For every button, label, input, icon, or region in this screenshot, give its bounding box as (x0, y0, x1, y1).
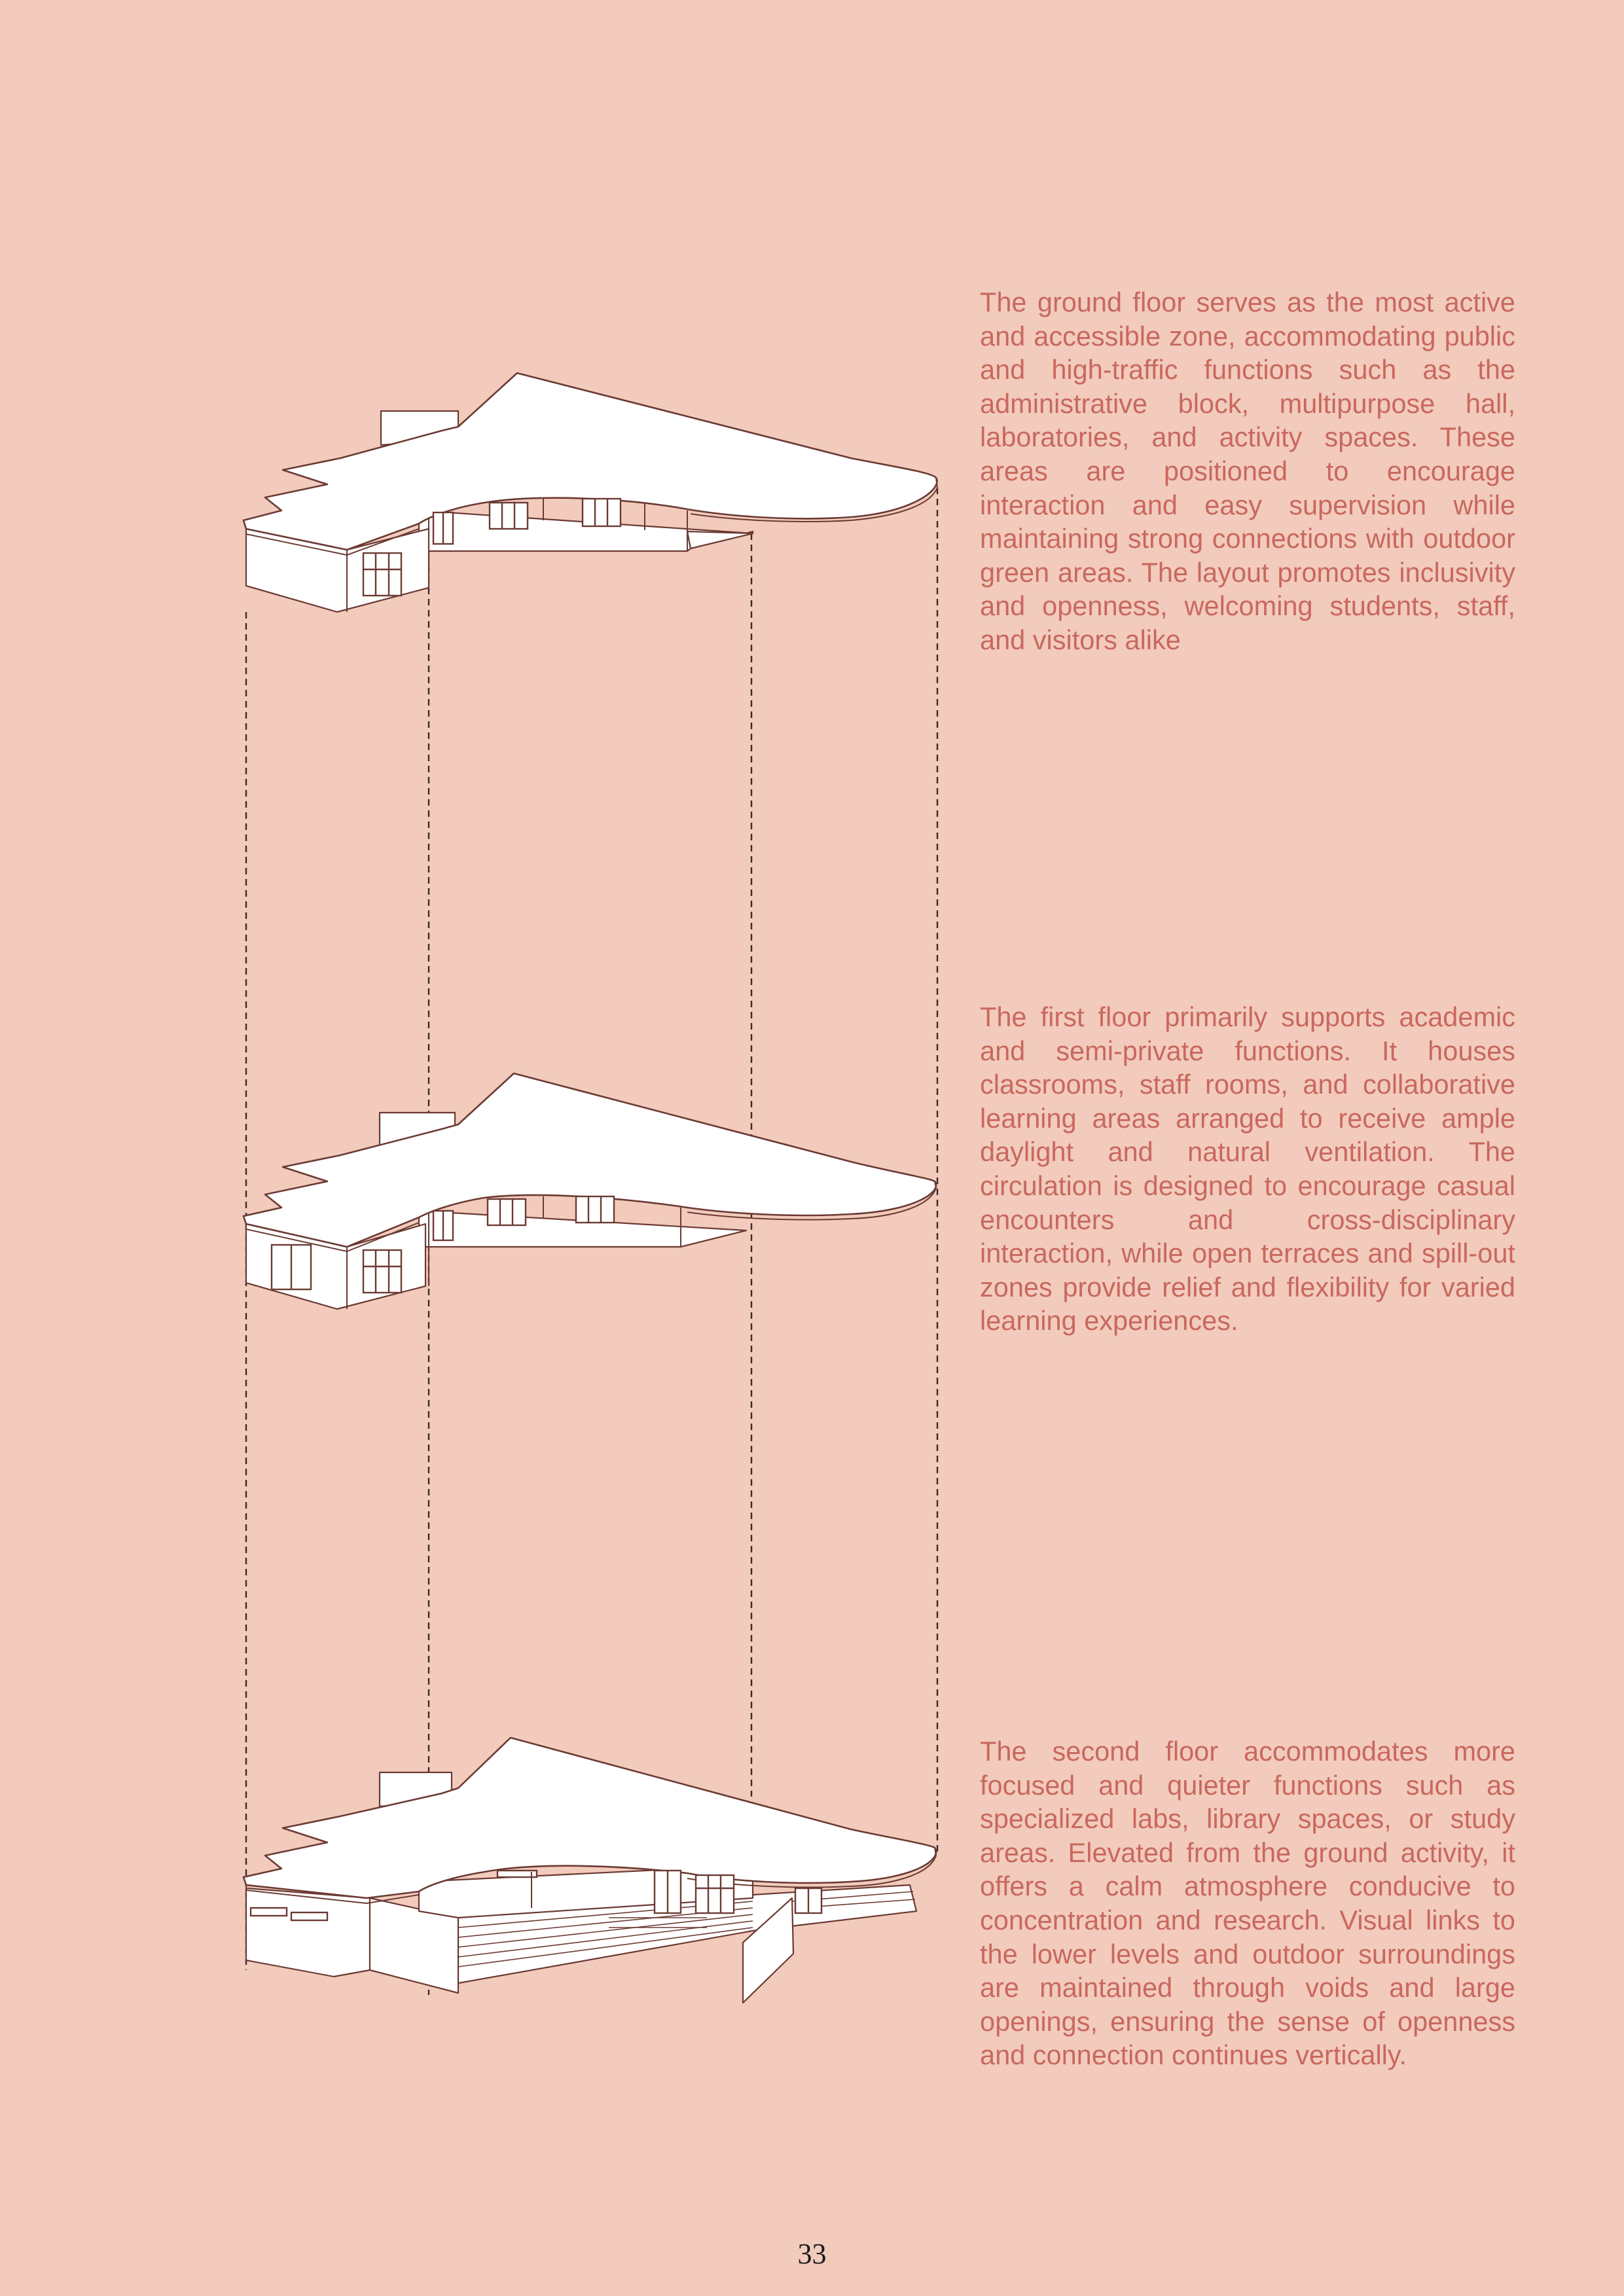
second-floor-description: The second floor accommodates more focused and quieter functions such as specialized labs, library spaces, or study areas. Elevated from the ground activity, it offers a calm atmosphere conducive to concentration and research. Visual links to the lower levels and outdoor surroundings are maintained through voids and large openings, ensuring the sense of openness and connection continues vertically. (980, 1736, 1515, 2071)
page-number: 33 (797, 2238, 827, 2270)
level-middle-model (244, 1073, 936, 1309)
ground-floor-description: The ground floor serves as the most active and accessible zone, accommodating public and high-traffic functions such as the administrative block, multipurpose hall, laboratories, and activity spaces. These areas are positioned to encourage interaction and easy supervision while maintaining strong connections with outdoor green areas. The layout promotes inclusivity and openness, welcoming students, staff, and visitors alike (980, 287, 1515, 655)
level-bottom-model (244, 1738, 936, 2003)
first-floor-description: The first floor primarily supports academic and semi-private functions. It houses classrooms, staff rooms, and collaborative learning areas arranged to receive ample daylight and natural ventilation. The circulation is designed to encourage casual encounters and cross-disciplinary interaction, while open terraces and spill-out zones provide relief and flexibility for varied learning experiences. (980, 1001, 1515, 1336)
level-top-model (244, 373, 937, 612)
